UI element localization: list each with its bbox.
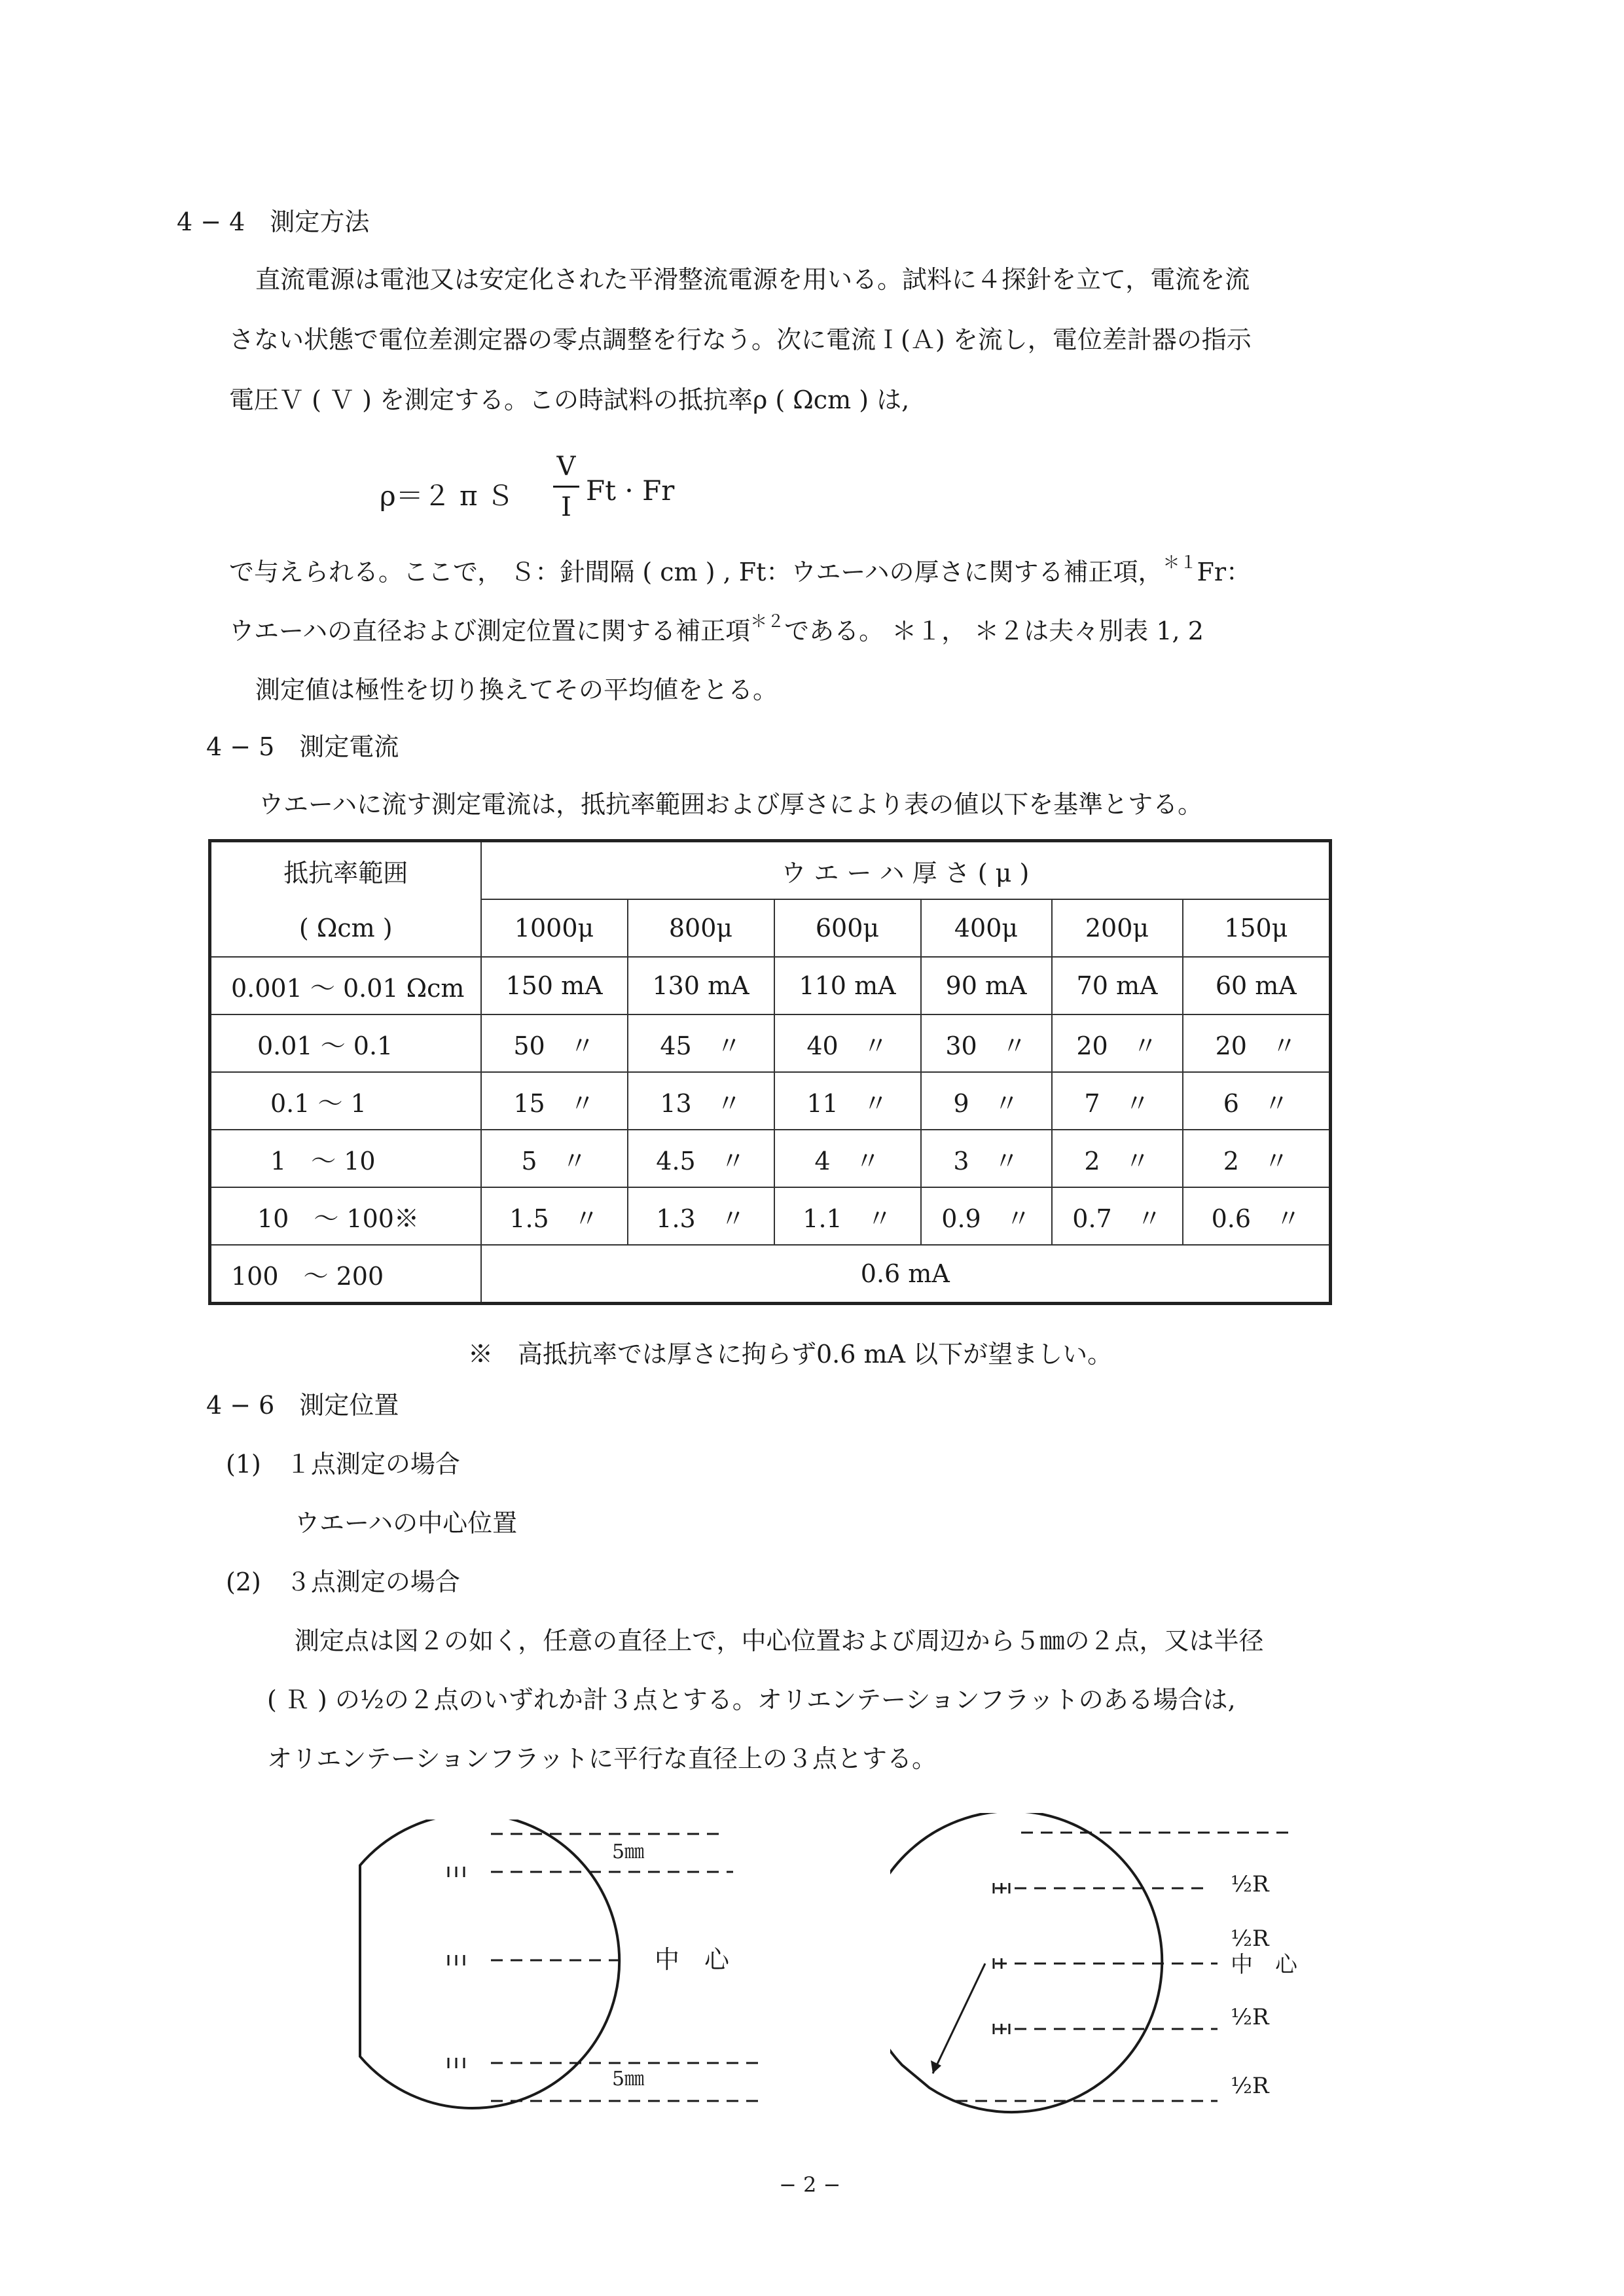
value-cell: 50 〃 <box>481 1014 628 1072</box>
list-item-text: ウエーハの中心位置 <box>295 1509 518 1537</box>
paragraph-line: オリエンテーションフラットに平行な直径上の３点とする。 <box>267 1744 937 1773</box>
thickness-cell: 800μ <box>628 899 774 957</box>
page-number: − 2 − <box>779 2172 841 2197</box>
value-cell: 130 mA <box>628 957 774 1014</box>
paragraph-line: 測定値は極性を切り換えてその平均値をとる。 <box>255 675 778 704</box>
paragraph-text: Fr： <box>1197 558 1252 586</box>
footnote-marker: ＊２ <box>750 612 785 632</box>
label-half-r: ½R <box>1231 2004 1269 2030</box>
paragraph-line: ( Ｒ ) の½の２点のいずれか計３点とする。オリエンテーションフラットのある場合は, <box>267 1685 1236 1714</box>
paragraph-line: 直流電源は電池又は安定化された平滑整流電源を用いる。試料に４探針を立て，電流を流 <box>255 265 1250 294</box>
range-cell: 1 〜 10 <box>210 1130 481 1187</box>
paragraph-line: 測定点は図２の如く，任意の直径上で，中心位置および周辺から５㎜の２点，又は半径 <box>295 1626 1264 1655</box>
paragraph-line <box>229 553 1252 586</box>
paragraph-text: ウエーハの直径および測定位置に関する補正項 <box>229 617 751 645</box>
paragraph-text: で与えられる。ここで， Ｓ：針間隔 ( cm ) , Ft：ウエーハの厚さに関する補正項， <box>229 558 1163 586</box>
value-cell: 20 〃 <box>1052 1014 1183 1072</box>
value-cell: 30 〃 <box>921 1014 1052 1072</box>
value-cell: 20 〃 <box>1183 1014 1331 1072</box>
table-row <box>210 957 1331 1014</box>
value-cell: 2 〃 <box>1052 1130 1183 1187</box>
value-cell: 90 mA <box>921 957 1052 1014</box>
value-cell: 4 〃 <box>774 1130 921 1187</box>
formula-numerator: V <box>556 452 576 482</box>
label-half-r: ½R <box>1231 2073 1269 2099</box>
value-cell: 1.1 〃 <box>774 1187 921 1245</box>
value-cell: 0.9 〃 <box>921 1187 1052 1245</box>
label-5mm-top: 5㎜ <box>612 1840 645 1863</box>
value-cell: 3 〃 <box>921 1130 1052 1187</box>
formula-left: ρ＝２ π Ｓ <box>380 480 514 512</box>
paragraph-line: さない状態で電位差測定器の零点調整を行なう。次に電流Ｉ(Ａ) を流し，電位差計器の指示 <box>229 325 1252 354</box>
thickness-cell: 1000μ <box>481 899 628 957</box>
range-cell: 10 〜 100※ <box>210 1187 481 1245</box>
value-cell: 9 〃 <box>921 1072 1052 1130</box>
label-center: 中 心 <box>655 1945 730 1974</box>
label-5mm-bottom: 5㎜ <box>612 2068 645 2090</box>
value-cell: 11 〃 <box>774 1072 921 1130</box>
value-cell: 1.5 〃 <box>481 1187 628 1245</box>
value-cell: 0.7 〃 <box>1052 1187 1183 1245</box>
value-cell: 110 mA <box>774 957 921 1014</box>
value-cell: 45 〃 <box>628 1014 774 1072</box>
list-item: (2) ３点測定の場合 <box>226 1568 460 1596</box>
label-half-r: ½R <box>1231 1926 1269 1952</box>
formula-denominator: I <box>561 492 571 522</box>
wafer-diagram-5mm <box>340 1820 799 2121</box>
value-cell: 0.6 〃 <box>1183 1187 1331 1245</box>
value-cell: 0.6 mA <box>481 1245 1331 1304</box>
range-cell: 0.001 〜 0.01 Ωcm <box>210 957 481 1014</box>
value-cell: 2 〃 <box>1183 1130 1331 1187</box>
range-cell: 0.1 〜 1 <box>210 1072 481 1130</box>
paragraph-line: 電圧Ｖ ( Ｖ ) を測定する。この時試料の抵抗率ρ ( Ωcm ) は, <box>229 386 910 414</box>
section-heading-4-4: 4 − 4 測定方法 <box>177 207 370 236</box>
table-note: ※ 高抵抗率では厚さに拘らず0.6 mA 以下が望ましい。 <box>468 1340 1113 1369</box>
table-row <box>210 1187 1331 1245</box>
header-unit: ( Ωcm ) <box>210 899 481 957</box>
value-cell: 60 mA <box>1183 957 1331 1014</box>
thickness-cell: 600μ <box>774 899 921 957</box>
current-table <box>208 839 1332 1305</box>
value-cell: 4.5 〃 <box>628 1130 774 1187</box>
value-cell: 1.3 〃 <box>628 1187 774 1245</box>
label-half-r: ½R <box>1231 1871 1269 1897</box>
value-cell: 70 mA <box>1052 957 1183 1014</box>
section-heading-4-5: 4 − 5 測定電流 <box>206 732 399 761</box>
thickness-cell: 400μ <box>921 899 1052 957</box>
value-cell: 7 〃 <box>1052 1072 1183 1130</box>
table-row <box>210 1014 1331 1072</box>
label-center: 中 心 <box>1231 1952 1297 1978</box>
value-cell: 13 〃 <box>628 1072 774 1130</box>
header-thickness: ウ エ ー ハ 厚 さ ( μ ) <box>481 841 1331 900</box>
table-row <box>210 1245 1331 1304</box>
thickness-cell: 150μ <box>1183 899 1331 957</box>
header-range: 抵抗率範囲 <box>210 841 481 900</box>
footnote-marker: ＊１ <box>1163 553 1197 573</box>
table-row <box>210 1072 1331 1130</box>
value-cell: 150 mA <box>481 957 628 1014</box>
thickness-cell: 200μ <box>1052 899 1183 957</box>
value-cell: 15 〃 <box>481 1072 628 1130</box>
fraction-bar <box>553 486 579 488</box>
value-cell: 5 〃 <box>481 1130 628 1187</box>
section-heading-4-6: 4 − 6 測定位置 <box>206 1391 399 1420</box>
paragraph-line: ウエーハに流す測定電流は，抵抗率範囲および厚さにより表の値以下を基準とする。 <box>259 790 1203 819</box>
value-cell: 40 〃 <box>774 1014 921 1072</box>
table-row <box>210 1130 1331 1187</box>
value-cell: 6 〃 <box>1183 1072 1331 1130</box>
list-item: (1) １点測定の場合 <box>226 1450 460 1479</box>
paragraph-line <box>229 612 1204 645</box>
range-cell: 100 〜 200 <box>210 1245 481 1304</box>
paragraph-text: である。 ＊１， ＊２は夫々別表 1, 2 <box>784 617 1204 645</box>
formula-right: Ft · Fr <box>586 475 675 507</box>
range-cell: 0.01 〜 0.1 <box>210 1014 481 1072</box>
